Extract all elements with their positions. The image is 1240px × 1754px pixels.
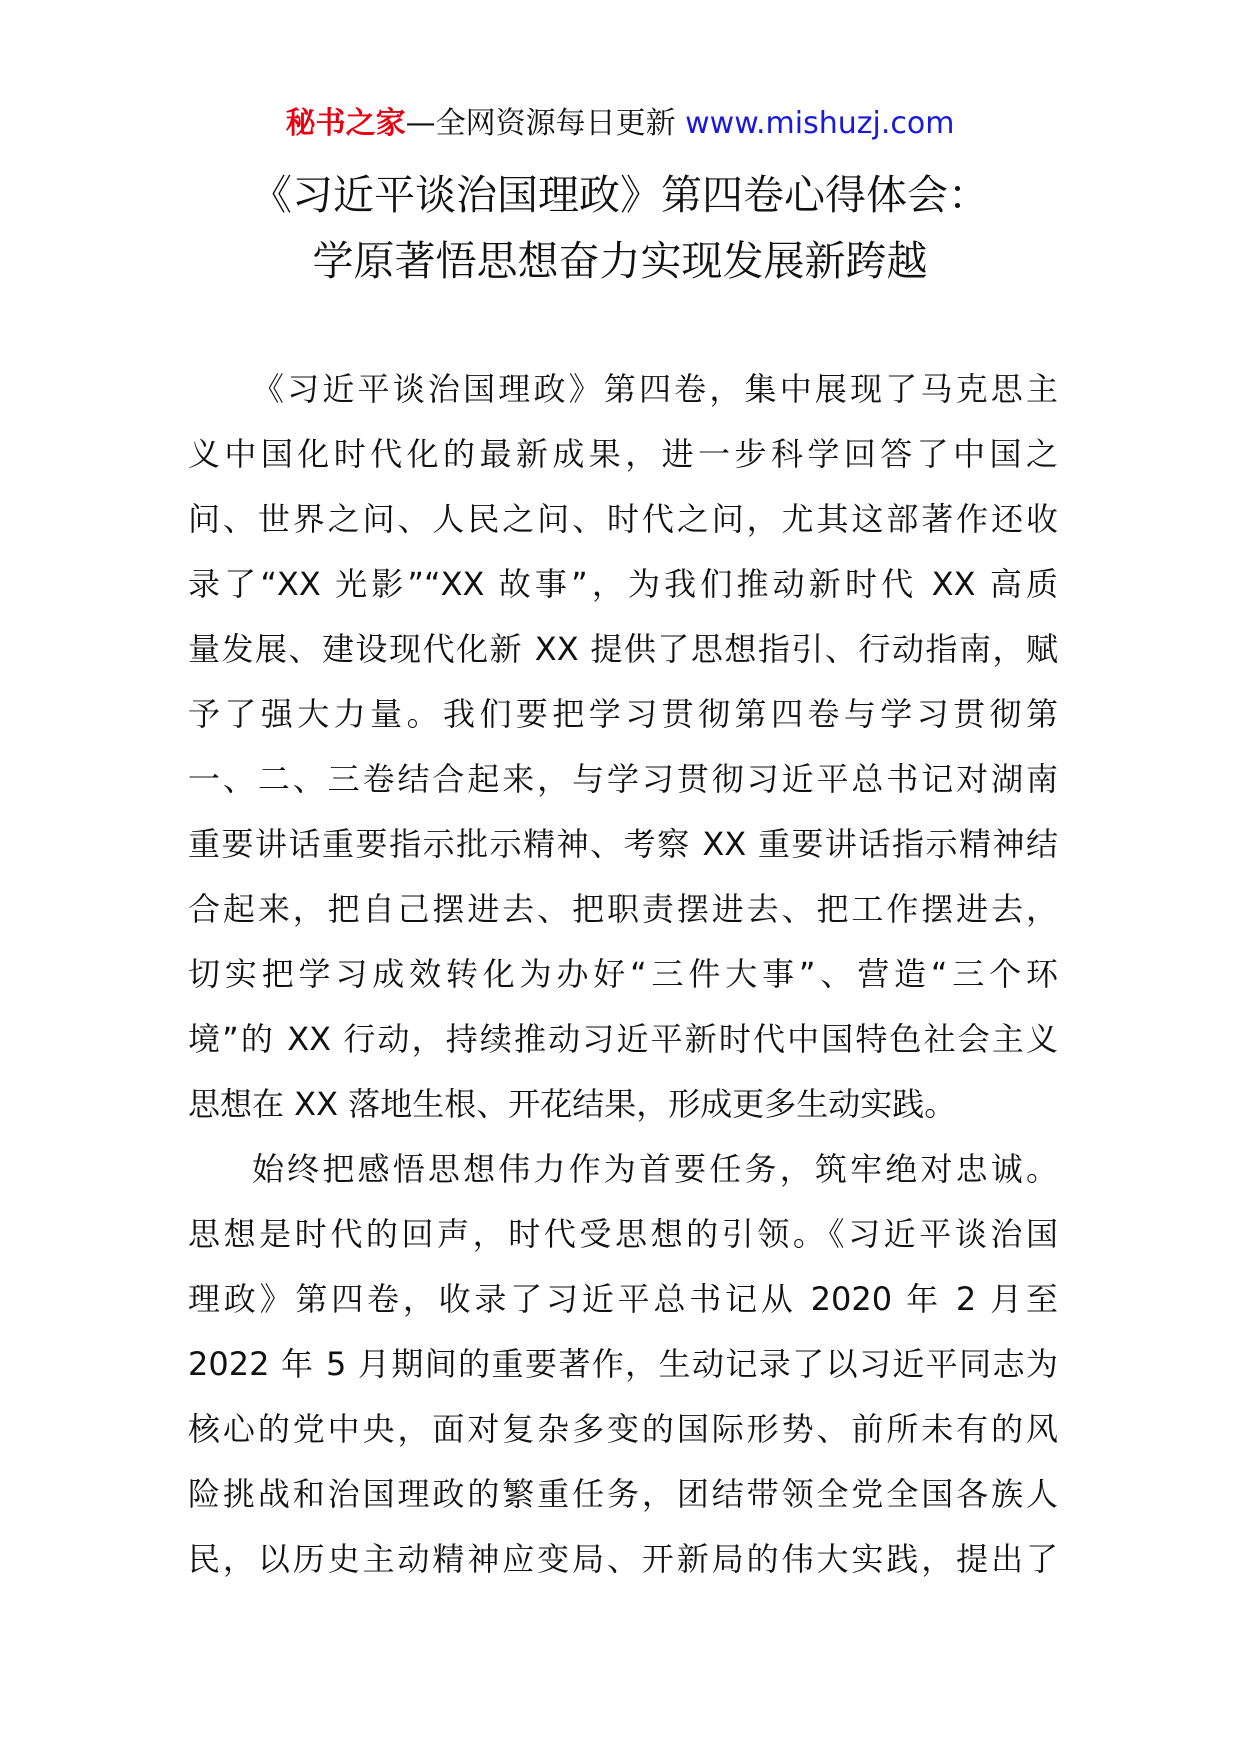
paragraph-line: 量发展、建设现代化新 XX 提供了思想指引、行动指南，赋	[188, 630, 1058, 668]
paragraph-line: 问、世界之问、人民之问、时代之问，尤其这部著作还收	[188, 500, 1058, 538]
paragraph-line: 予了强大力量。我们要把学习贯彻第四卷与学习贯彻第	[188, 695, 1058, 733]
paragraph-line: 录了“XX 光影”“XX 故事”，为我们推动新时代 XX 高质	[188, 565, 1058, 603]
paragraph-line: 核心的党中央，面对复杂多变的国际形势、前所未有的风	[188, 1410, 1058, 1448]
paragraph-line: 思想是时代的回声，时代受思想的引领。《习近平谈治国	[188, 1215, 1058, 1253]
paragraph-line: 重要讲话重要指示批示精神、考察 XX 重要讲话指示精神结	[188, 825, 1058, 863]
paragraph-line: 理政》第四卷，收录了习近平总书记从 2020 年 2 月至	[188, 1280, 1058, 1318]
paragraph-line: 2022 年 5 月期间的重要著作，生动记录了以习近平同志为	[188, 1345, 1058, 1383]
document-title-line-2: 学原著悟思想奋力实现发展新跨越	[312, 237, 928, 285]
paragraph-line: 义中国化时代化的最新成果，进一步科学回答了中国之	[188, 435, 1058, 473]
document-body	[188, 357, 1058, 1592]
paragraph-line: 切实把学习成效转化为办好“三件大事”、营造“三个环	[188, 955, 1058, 993]
paragraph-line: 始终把感悟思想伟力作为首要任务，筑牢绝对忠诚。	[252, 1150, 1058, 1188]
paragraph-line: 民，以历史主动精神应变局、开新局的伟大实践，提出了	[188, 1540, 1058, 1578]
paragraph-line: 险挑战和治国理政的繁重任务，团结带领全党全国各族人	[188, 1475, 1058, 1513]
site-slogan: —全网资源每日更新	[405, 106, 676, 141]
paragraph-line: 一、二、三卷结合起来，与学习贯彻习近平总书记对湖南	[188, 760, 1058, 798]
paragraph-line: 思想在 XX 落地生根、开花结果，形成更多生动实践。	[188, 1085, 957, 1123]
paragraph-line: 境”的 XX 行动，持续推动习近平新时代中国特色社会主义	[188, 1020, 1058, 1058]
paragraph-line: 《习近平谈治国理政》第四卷，集中展现了马克思主	[252, 370, 1058, 408]
site-header	[0, 104, 1240, 144]
document-title-line-1: 《习近平谈治国理政》第四卷心得体会：	[251, 171, 989, 219]
site-brand: 秘书之家	[285, 106, 406, 141]
paragraph-line: 合起来，把自己摆进去、把职责摆进去、把工作摆进去，	[188, 890, 1058, 928]
site-url-link[interactable]: www.mishuzj.com	[685, 106, 955, 141]
